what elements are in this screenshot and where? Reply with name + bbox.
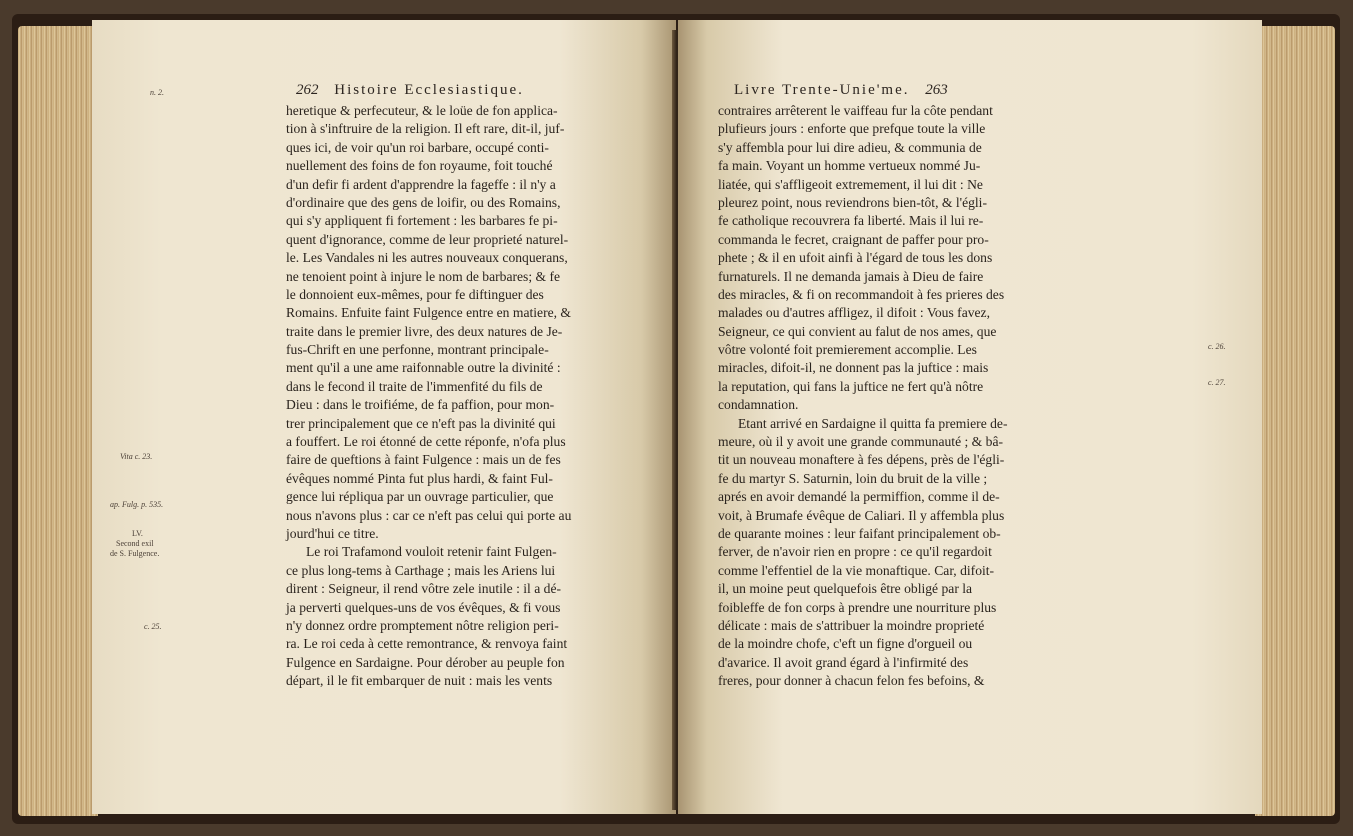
margin-note: n. 2. <box>150 88 164 97</box>
text-line: trer principalement que ce n'eft pas la divinité qui <box>286 415 556 431</box>
text-line: commanda le fecret, craignant de paffer pour pro- <box>718 231 989 247</box>
text-line: Fulgence en Sardaigne. Pour dérober au peuple fon <box>286 654 565 670</box>
text-line: nous n'avons plus : car ce n'eft pas celui qui porte au <box>286 507 572 523</box>
text-line: meure, où il y avoit une grande communauté ; & bâ- <box>718 434 1004 450</box>
text-line: Etant arrivé en Sardaigne il quitta fa premiere de- <box>738 415 1008 431</box>
text-line: Seigneur, ce qui convient au falut de nos ames, que <box>718 323 997 339</box>
text-line: nuellement des foins de fon royaume, foit touché <box>286 158 553 174</box>
text-line: dans le fecond il traite de l'immenfité du fils de <box>286 378 543 394</box>
text-line: comme l'effentiel de la vie monaftique. Car, difoit- <box>718 562 995 578</box>
text-line: s'y affembla pour lui dire adieu, & communia de <box>718 139 982 155</box>
text-line: ques ici, de voir qu'un roi barbare, occupé conti- <box>286 139 549 155</box>
text-line: de quarante moines : leur faifant principalement ob- <box>718 525 1001 541</box>
text-line: fus-Chrift en une perfonne, montrant principale- <box>286 342 549 358</box>
left-page <box>92 20 676 814</box>
right-running-header <box>734 82 958 99</box>
text-line: qui s'y appliquent fi fortement : les barbares fe pi- <box>286 213 558 229</box>
text-line: a fouffert. Le roi étonné de cette réponfe, n'ofa plus <box>286 434 566 450</box>
text-line: ja perverti quelques-uns de vos évêques, & fi vous <box>286 599 561 615</box>
text-line: Dieu : dans le troifiéme, de fa paffion, pour mon- <box>286 397 555 413</box>
text-line: d'avarice. Il avoit grand égard à l'infirmité des <box>718 654 969 670</box>
text-line: pleurez point, nous reviendrons bien-tôt, & l'égli- <box>718 194 987 210</box>
text-line: miracles, difoit-il, ne donnent pas la juftice : mais <box>718 360 989 376</box>
text-line: tion à s'inftruire de la religion. Il eft rare, dit-il, juf- <box>286 121 565 137</box>
margin-note: c. 25. <box>144 622 162 631</box>
text-line: tit un nouveau monaftere à fes dépens, près de l'égli- <box>718 452 1005 468</box>
text-line: liatée, qui s'affligeoit extremement, il lui dit : Ne <box>718 176 983 192</box>
text-line: voit, à Brumafe évêque de Caliari. Il y affembla plus <box>718 507 1005 523</box>
margin-note: ap. Fulg. p. 535. <box>110 500 164 509</box>
left-page-edges <box>18 26 98 816</box>
text-line: Romains. Enfuite faint Fulgence entre en matiere, & <box>286 305 571 321</box>
right-page-number: 263 <box>925 82 948 98</box>
text-line: ra. Le roi ceda à cette remontrance, & renvoya faint <box>286 636 568 652</box>
text-line: fa main. Voyant un homme vertueux nommé Ju- <box>718 158 981 174</box>
text-line: la reputation, qui fans la juftice ne fert qu'à nôtre <box>718 378 984 394</box>
text-line: jourd'hui ce titre. <box>286 525 379 541</box>
right-running-head: Livre Trente-Unie'me. <box>734 82 910 98</box>
text-line: de la moindre chofe, c'eft un figne d'orgueil ou <box>718 636 973 652</box>
text-line: traite dans le premier livre, des deux natures de Je- <box>286 323 563 339</box>
margin-note: c. 26. <box>1208 342 1226 351</box>
text-line: ferver, de n'avoir rien en propre : ce qu'il regardoit <box>718 544 992 560</box>
text-line: plufieurs jours : enforte que prefque toute la ville <box>718 121 986 137</box>
right-page-edges <box>1255 26 1335 816</box>
text-line: ce plus long-tems à Carthage ; mais les Ariens lui <box>286 562 556 578</box>
text-line: phete ; & il en ufoit ainfi à l'égard de tous les dons <box>718 250 993 266</box>
text-line: ment qu'il a une ame raifonnable outre la divinité : <box>286 360 561 376</box>
text-line: évêques nommé Pinta fut plus hardi, & faint Ful- <box>286 470 553 486</box>
right-body-text <box>718 102 1093 691</box>
left-running-header <box>286 82 524 99</box>
text-line: gence lui répliqua par un ouvrage particulier, que <box>286 489 554 505</box>
text-line: malades ou d'autres affligez, il difoit : Vous favez, <box>718 305 990 321</box>
text-line: furnaturels. Il ne demanda jamais à Dieu de faire <box>718 268 984 284</box>
text-line: faire de queftions à faint Fulgence : mais un de fes <box>286 452 561 468</box>
margin-note: Second exil <box>116 539 154 548</box>
text-line: condamnation. <box>718 397 799 413</box>
left-body-text <box>286 102 656 691</box>
text-line: des miracles, & fi on recommandoit à fes prieres des <box>718 286 1005 302</box>
text-line: le donnoient eux-mêmes, pour fe diftinguer des <box>286 286 544 302</box>
text-line: d'un defir fi ardent d'apprendre la fageffe : il n'y a <box>286 176 556 192</box>
text-line: il, un moine peut quelquefois être obligé par la <box>718 581 973 597</box>
text-line: départ, il le fit embarquer de nuit : mais les vents <box>286 673 553 689</box>
text-line: fe du martyr S. Saturnin, loin du bruit de la ville ; <box>718 470 988 486</box>
text-line: Le roi Trafamond vouloit retenir faint Fulgen- <box>306 544 557 560</box>
text-line: ne tenoient point à injure le nom de barbares; & fe <box>286 268 561 284</box>
text-line: dirent : Seigneur, il rend vôtre zele inutile : il a dé- <box>286 581 562 597</box>
text-line: contraires arrêterent le vaiffeau fur la côte pendant <box>718 103 993 118</box>
text-line: le. Les Vandales ni les autres nouveaux conquerans, <box>286 250 568 266</box>
margin-note: c. 27. <box>1208 378 1226 387</box>
text-line: fe catholique recouvrera fa liberté. Mais il lui re- <box>718 213 984 229</box>
text-line: vôtre volonté foit premierement accomplie. Les <box>718 342 977 358</box>
text-line: aprés en avoir demandé la permiffion, comme il de- <box>718 489 1000 505</box>
margin-note: Vita c. 23. <box>120 452 153 461</box>
text-line: n'y donnez ordre promptement nôtre religion peri- <box>286 617 559 633</box>
left-page-number: 262 <box>296 82 319 98</box>
text-line: délicate : mais de s'attribuer la moindre proprieté <box>718 617 985 633</box>
margin-note: LV. <box>132 529 143 538</box>
text-line: d'ordinaire que des gens de loifir, ou des Romains, <box>286 194 561 210</box>
text-line: quent d'ignorance, comme de leur proprieté naturel- <box>286 231 569 247</box>
text-line: freres, pour donner à chacun felon fes befoins, & <box>718 673 985 689</box>
text-line: foibleffe de fon corps à prendre une nourriture plus <box>718 599 997 615</box>
right-page <box>678 20 1262 814</box>
margin-note: de S. Fulgence. <box>110 549 160 558</box>
left-running-head: Histoire Ecclesiastique. <box>334 82 524 98</box>
text-line: heretique & perfecuteur, & le loüe de fon applica- <box>286 103 558 118</box>
